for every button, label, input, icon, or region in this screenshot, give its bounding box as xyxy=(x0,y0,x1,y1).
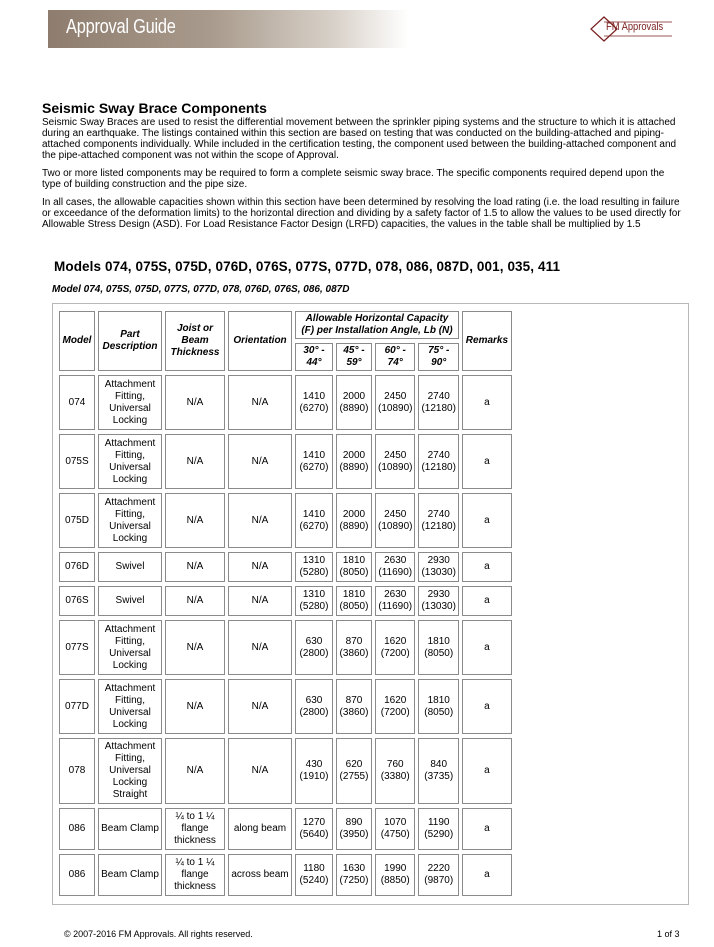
capacity-60-cell xyxy=(375,854,415,896)
capacity-30-newtons: (6270) xyxy=(299,520,329,532)
remarks-value: a xyxy=(484,765,490,776)
capacity-30-cell xyxy=(295,434,333,489)
joist-thickness-value: N/A xyxy=(186,765,204,776)
capacity-75-cell xyxy=(418,586,458,616)
model-cell xyxy=(59,552,95,582)
orientation-value: N/A xyxy=(251,765,269,776)
capacity-60-cell xyxy=(375,679,415,734)
capacity-60-value: 760 xyxy=(386,759,404,770)
capacity-30-value: 1270 xyxy=(302,817,326,828)
joist-thickness-value: N/A xyxy=(186,700,204,712)
intro-paragraph-2: Two or more listed components may be required to form a complete seismic sway brace. The specific components required depend upon the type of building construction and the pipe size. xyxy=(42,168,665,190)
section-heading: Seismic Sway Brace Components xyxy=(42,100,267,116)
remarks-cell xyxy=(462,679,512,734)
capacity-45-cell xyxy=(336,738,372,804)
joist-thickness-cell xyxy=(165,620,225,675)
capacity-75-newtons: (5290) xyxy=(424,829,454,840)
capacity-75-cell xyxy=(418,854,458,896)
part-description-cell xyxy=(98,679,162,734)
joist-thickness-value: N/A xyxy=(186,396,204,408)
capacity-45-value: 620 xyxy=(345,759,363,770)
header-orientation: Orientation xyxy=(228,311,292,371)
capacity-30-newtons: (5640) xyxy=(299,829,329,840)
capacity-45-newtons: (8890) xyxy=(339,520,369,532)
capacity-75-cell xyxy=(418,552,458,582)
table-row xyxy=(59,738,512,804)
remarks-cell xyxy=(462,808,512,850)
capacity-60-cell xyxy=(375,552,415,582)
orientation-value: N/A xyxy=(251,641,269,653)
footer-page-number: 1 of 3 xyxy=(657,929,680,939)
capacity-45-newtons: (8050) xyxy=(339,567,369,578)
capacity-60-newtons: (7200) xyxy=(380,647,410,659)
capacity-30-newtons: (5280) xyxy=(299,601,329,612)
capacity-60-cell xyxy=(375,586,415,616)
part-description-cell xyxy=(98,854,162,896)
capacity-45-value: 1810 xyxy=(342,555,366,566)
capacity-60-newtons: (10890) xyxy=(378,461,413,473)
capacity-75-newtons: (12180) xyxy=(421,520,456,532)
capacity-table xyxy=(56,307,515,900)
part-description-cell xyxy=(98,620,162,675)
intro-paragraph-1: Seismic Sway Braces are used to resist the differential movement between the sprinkler piping systems and the structure to which it is attached during an earthquake. The listings contained within this section are based on testing that was conducted on the building-attached and piping-attached components individually. While included in the certification testing, the component used between the building-attached component and the pipe-attached component was not within the scope of Approval. xyxy=(42,117,677,161)
model-cell xyxy=(59,854,95,896)
capacity-45-cell xyxy=(336,620,372,675)
capacity-45-newtons: (2755) xyxy=(339,771,369,782)
capacity-60-newtons: (4750) xyxy=(380,829,410,840)
table-row xyxy=(59,375,512,430)
model-cell xyxy=(59,375,95,430)
capacity-60-newtons: (11690) xyxy=(378,567,413,578)
capacity-60-value: 1620 xyxy=(384,694,407,706)
capacity-75-value: 2930 xyxy=(427,589,450,600)
joist-thickness-cell xyxy=(165,738,225,804)
joist-thickness-cell xyxy=(165,808,225,850)
capacity-45-value: 870 xyxy=(345,635,363,647)
capacity-75-value: 1810 xyxy=(427,694,450,706)
models-heading: Models 074, 075S, 075D, 076D, 076S, 077S, 077D, 078, 086, 087D, 001, 035, 411 xyxy=(54,259,561,274)
table-row xyxy=(59,434,512,489)
header-angle-75: 75° - 90° xyxy=(418,343,458,371)
capacity-75-cell xyxy=(418,808,458,850)
capacity-45-newtons: (3860) xyxy=(339,647,369,659)
capacity-30-newtons: (2800) xyxy=(299,706,329,718)
part-description-cell xyxy=(98,808,162,850)
capacity-75-cell xyxy=(418,679,458,734)
header-capacity: Allowable Horizontal Capacity (F) per Installation Angle, Lb (N) xyxy=(295,311,459,339)
capacity-30-cell xyxy=(295,808,333,850)
capacity-45-newtons: (8890) xyxy=(339,402,369,414)
capacity-30-newtons: (2800) xyxy=(299,647,329,659)
capacity-30-newtons: (1910) xyxy=(299,771,329,782)
capacity-60-value: 2450 xyxy=(384,449,407,461)
orientation-cell xyxy=(228,808,292,850)
remarks-value: a xyxy=(484,641,490,653)
orientation-value: N/A xyxy=(251,455,269,467)
capacity-75-value: 1190 xyxy=(427,817,450,828)
model-value: 075D xyxy=(65,514,89,526)
capacity-30-value: 630 xyxy=(305,635,323,647)
joist-thickness-value: N/A xyxy=(186,641,204,653)
capacity-45-value: 1630 xyxy=(342,863,366,874)
model-value: 077D xyxy=(65,700,89,712)
capacity-60-cell xyxy=(375,434,415,489)
joist-thickness-value: N/A xyxy=(186,595,204,606)
capacity-30-cell xyxy=(295,375,333,430)
table-row xyxy=(59,808,512,850)
logo-text: FM Approvals xyxy=(606,21,664,33)
part-description-value: Attachment Fitting, Universal Locking xyxy=(104,623,156,671)
capacity-75-newtons: (13030) xyxy=(421,601,456,612)
part-description-value: Attachment Fitting, Universal Locking xyxy=(104,682,156,730)
table-row xyxy=(59,854,512,896)
capacity-30-value: 1410 xyxy=(302,449,326,461)
capacity-60-cell xyxy=(375,738,415,804)
capacity-60-value: 2450 xyxy=(384,508,407,520)
intro-section xyxy=(42,100,682,237)
orientation-cell xyxy=(228,679,292,734)
capacity-75-cell xyxy=(418,738,458,804)
model-cell xyxy=(59,434,95,489)
remarks-cell xyxy=(462,434,512,489)
capacity-30-cell xyxy=(295,854,333,896)
capacity-60-cell xyxy=(375,620,415,675)
capacity-75-newtons: (12180) xyxy=(421,402,456,414)
part-description-cell xyxy=(98,552,162,582)
capacity-75-cell xyxy=(418,434,458,489)
capacity-60-value: 2450 xyxy=(384,390,407,402)
part-description-value: Swivel xyxy=(115,561,145,572)
orientation-cell xyxy=(228,620,292,675)
capacity-60-value: 1070 xyxy=(384,817,407,828)
orientation-value: N/A xyxy=(251,396,269,408)
part-description-value: Attachment Fitting, Universal Locking xyxy=(104,378,156,426)
table-subheading: Model 074, 075S, 075D, 077S, 077D, 078, 076D, 076S, 086, 087D xyxy=(52,284,350,295)
joist-thickness-cell xyxy=(165,586,225,616)
capacity-30-value: 1410 xyxy=(302,508,326,520)
capacity-30-cell xyxy=(295,493,333,548)
model-value: 076D xyxy=(65,561,89,572)
capacity-45-newtons: (8890) xyxy=(339,461,369,473)
capacity-30-cell xyxy=(295,552,333,582)
model-cell xyxy=(59,808,95,850)
capacity-45-value: 2000 xyxy=(342,390,366,402)
capacity-60-newtons: (3380) xyxy=(380,771,410,782)
remarks-value: a xyxy=(484,823,490,834)
capacity-45-value: 870 xyxy=(345,694,363,706)
orientation-value: N/A xyxy=(251,700,269,712)
remarks-value: a xyxy=(484,869,490,880)
header-model: Model xyxy=(59,311,95,371)
capacity-75-cell xyxy=(418,493,458,548)
model-cell xyxy=(59,738,95,804)
remarks-cell xyxy=(462,738,512,804)
header-banner xyxy=(48,10,408,48)
capacity-30-cell xyxy=(295,738,333,804)
model-value: 076S xyxy=(65,595,89,606)
capacity-45-cell xyxy=(336,679,372,734)
part-description-value: Swivel xyxy=(115,595,145,606)
capacity-30-value: 1410 xyxy=(302,390,326,402)
part-description-value: Attachment Fitting, Universal Locking xyxy=(104,437,156,485)
capacity-30-cell xyxy=(295,586,333,616)
header-angle-45: 45° - 59° xyxy=(336,343,372,371)
orientation-cell xyxy=(228,493,292,548)
capacity-75-newtons: (13030) xyxy=(421,567,456,578)
joist-thickness-cell xyxy=(165,854,225,896)
remarks-value: a xyxy=(484,595,490,606)
capacity-60-newtons: (8850) xyxy=(380,875,410,886)
capacity-75-value: 840 xyxy=(430,759,448,770)
joist-thickness-cell xyxy=(165,493,225,548)
joist-thickness-value: ¼ to 1 ¼ flange thickness xyxy=(174,811,216,846)
capacity-45-cell xyxy=(336,552,372,582)
fm-approvals-logo xyxy=(590,16,672,42)
capacity-75-newtons: (9870) xyxy=(424,875,454,886)
joist-thickness-cell xyxy=(165,375,225,430)
capacity-75-newtons: (8050) xyxy=(424,706,454,718)
header-angle-60: 60° - 74° xyxy=(375,343,415,371)
capacity-75-value: 2220 xyxy=(427,863,450,874)
capacity-75-cell xyxy=(418,375,458,430)
capacity-45-newtons: (7250) xyxy=(339,875,369,886)
remarks-cell xyxy=(462,375,512,430)
capacity-75-newtons: (12180) xyxy=(421,461,456,473)
joist-thickness-value: ¼ to 1 ¼ flange thickness xyxy=(174,857,216,892)
capacity-60-newtons: (10890) xyxy=(378,402,413,414)
capacity-75-value: 2740 xyxy=(427,449,450,461)
capacity-75-value: 2740 xyxy=(427,508,450,520)
capacity-45-cell xyxy=(336,375,372,430)
capacity-table-body xyxy=(59,375,512,896)
part-description-cell xyxy=(98,375,162,430)
capacity-75-cell xyxy=(418,620,458,675)
remarks-value: a xyxy=(484,514,490,526)
capacity-30-newtons: (6270) xyxy=(299,402,329,414)
model-value: 077S xyxy=(65,641,89,653)
table-row xyxy=(59,493,512,548)
capacity-45-cell xyxy=(336,493,372,548)
model-value: 075S xyxy=(65,455,89,467)
part-description-cell xyxy=(98,586,162,616)
remarks-value: a xyxy=(484,561,490,572)
joist-thickness-value: N/A xyxy=(186,561,204,572)
capacity-30-value: 1310 xyxy=(302,555,326,566)
capacity-60-value: 2630 xyxy=(384,555,407,566)
orientation-value: N/A xyxy=(251,595,269,606)
capacity-75-newtons: (3735) xyxy=(424,771,454,782)
remarks-value: a xyxy=(484,455,490,467)
capacity-table-container xyxy=(52,303,689,905)
capacity-75-value: 1810 xyxy=(427,635,450,647)
joist-thickness-cell xyxy=(165,679,225,734)
model-value: 078 xyxy=(68,765,86,776)
header-part-description: Part Description xyxy=(98,311,162,371)
capacity-75-value: 2740 xyxy=(427,390,450,402)
orientation-cell xyxy=(228,738,292,804)
capacity-30-newtons: (5280) xyxy=(299,567,329,578)
model-value: 086 xyxy=(68,869,86,880)
model-cell xyxy=(59,586,95,616)
joist-thickness-value: N/A xyxy=(186,455,204,467)
part-description-value: Attachment Fitting, Universal Locking xyxy=(104,496,156,544)
capacity-45-newtons: (3950) xyxy=(339,829,369,840)
part-description-cell xyxy=(98,434,162,489)
capacity-75-newtons: (8050) xyxy=(424,647,454,659)
capacity-45-newtons: (3860) xyxy=(339,706,369,718)
orientation-cell xyxy=(228,434,292,489)
part-description-value: Beam Clamp xyxy=(101,823,159,834)
orientation-cell xyxy=(228,552,292,582)
header-angle-30: 30° - 44° xyxy=(295,343,333,371)
remarks-cell xyxy=(462,586,512,616)
remarks-cell xyxy=(462,552,512,582)
table-row xyxy=(59,679,512,734)
joist-thickness-cell xyxy=(165,552,225,582)
orientation-cell xyxy=(228,586,292,616)
header-joist-thickness: Joist or Beam Thickness xyxy=(165,311,225,371)
capacity-30-newtons: (5240) xyxy=(299,875,329,886)
capacity-45-newtons: (8050) xyxy=(339,601,369,612)
header-title: Approval Guide xyxy=(66,16,176,38)
capacity-60-newtons: (11690) xyxy=(378,601,413,612)
header-remarks: Remarks xyxy=(462,311,512,371)
capacity-45-value: 2000 xyxy=(342,508,366,520)
remarks-cell xyxy=(462,493,512,548)
part-description-value: Attachment Fitting, Universal Locking Straight xyxy=(104,741,156,800)
capacity-45-cell xyxy=(336,854,372,896)
table-row xyxy=(59,586,512,616)
remarks-value: a xyxy=(484,396,490,408)
capacity-45-value: 2000 xyxy=(342,449,366,461)
capacity-30-newtons: (6270) xyxy=(299,461,329,473)
orientation-value: N/A xyxy=(251,514,269,526)
orientation-value: N/A xyxy=(251,561,269,572)
capacity-60-newtons: (10890) xyxy=(378,520,413,532)
capacity-30-cell xyxy=(295,679,333,734)
orientation-value: along beam xyxy=(233,823,287,834)
capacity-45-value: 890 xyxy=(345,817,363,828)
capacity-45-cell xyxy=(336,808,372,850)
capacity-30-value: 1180 xyxy=(303,863,325,874)
capacity-60-cell xyxy=(375,493,415,548)
part-description-cell xyxy=(98,493,162,548)
table-row xyxy=(59,552,512,582)
remarks-cell xyxy=(462,854,512,896)
part-description-value: Beam Clamp xyxy=(101,869,159,880)
table-row xyxy=(59,620,512,675)
model-value: 074 xyxy=(68,396,86,408)
capacity-60-value: 2630 xyxy=(384,589,407,600)
capacity-45-value: 1810 xyxy=(342,589,366,600)
capacity-60-value: 1990 xyxy=(384,863,407,874)
orientation-cell xyxy=(228,854,292,896)
capacity-30-value: 1310 xyxy=(302,589,326,600)
joist-thickness-value: N/A xyxy=(186,514,204,526)
part-description-cell xyxy=(98,738,162,804)
capacity-60-value: 1620 xyxy=(384,635,407,647)
capacity-45-cell xyxy=(336,434,372,489)
capacity-30-value: 630 xyxy=(305,694,323,706)
capacity-45-cell xyxy=(336,586,372,616)
joist-thickness-cell xyxy=(165,434,225,489)
orientation-cell xyxy=(228,375,292,430)
model-cell xyxy=(59,679,95,734)
model-cell xyxy=(59,620,95,675)
capacity-30-value: 430 xyxy=(305,759,323,770)
remarks-cell xyxy=(462,620,512,675)
model-cell xyxy=(59,493,95,548)
capacity-30-cell xyxy=(295,620,333,675)
orientation-value: across beam xyxy=(231,869,289,880)
capacity-60-cell xyxy=(375,808,415,850)
intro-paragraph-3: In all cases, the allowable capacities shown within this section have been determined by resolving the load rating (i.e. the load resulting in failure or exceedance of the deformation limits) to the horizontal direction and dividing by a safety factor of 1.5 to allow the values to be used directly for Allowable Stress Design (ASD). For Load Resistance Factor Design (LRFD) capacities, the values in the table shall be multiplied by 1.5 xyxy=(42,197,681,230)
model-value: 086 xyxy=(68,823,86,834)
capacity-60-newtons: (7200) xyxy=(380,706,410,718)
footer-copyright: © 2007-2016 FM Approvals. All rights reserved. xyxy=(64,929,253,939)
capacity-60-cell xyxy=(375,375,415,430)
remarks-value: a xyxy=(484,700,490,712)
capacity-75-value: 2930 xyxy=(427,555,450,566)
